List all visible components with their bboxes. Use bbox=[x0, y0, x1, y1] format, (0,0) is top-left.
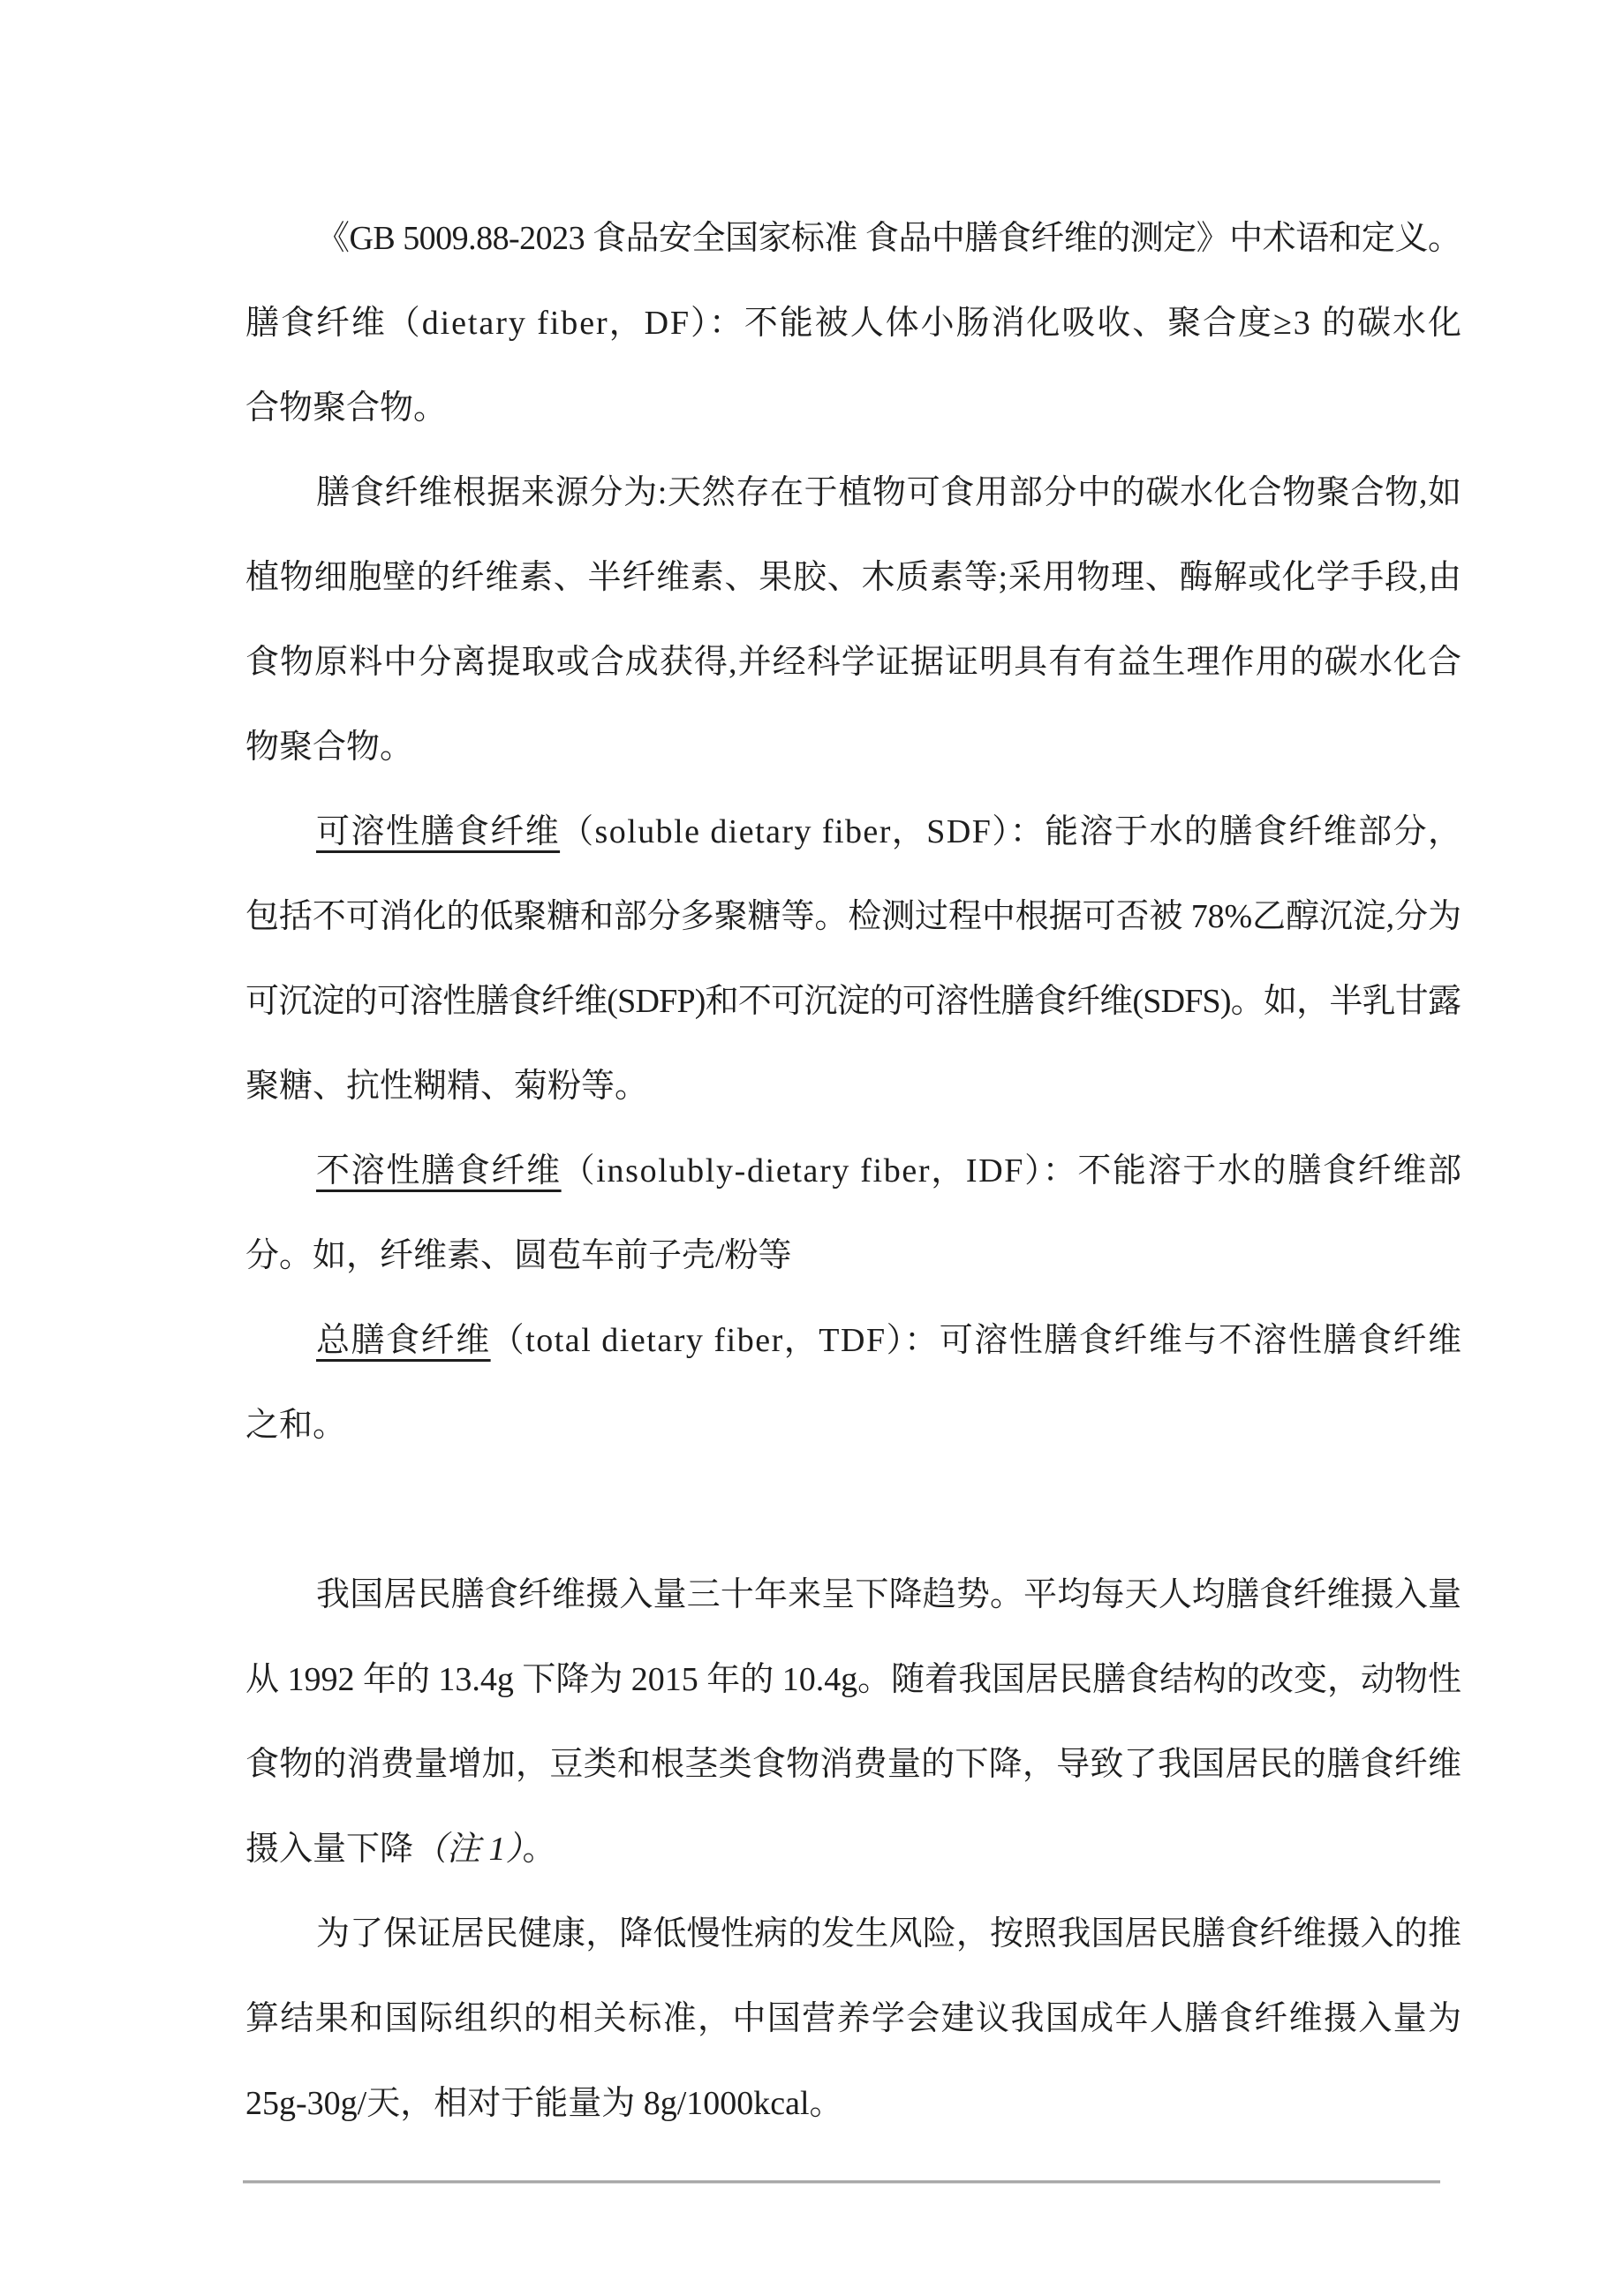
text-line bbox=[245, 2061, 1461, 2146]
text-line-content bbox=[316, 1322, 1463, 1359]
text-line bbox=[245, 1722, 1461, 1807]
text-run: 从 1992 年的 13.4g 下降为 2015 年的 10.4g。随着我国居民膳食结构的改变，动物性 bbox=[245, 1661, 1461, 1698]
text-run: 聚糖、抗性糊精、菊粉等。 bbox=[245, 1068, 649, 1105]
text-line-content bbox=[245, 1068, 648, 1105]
document-text-block bbox=[245, 196, 1461, 2146]
text-line bbox=[245, 1044, 1461, 1129]
text-run: 食物的消费量增加，豆类和根茎类食物消费量的下降，导致了我国居民的膳食纤维 bbox=[245, 1746, 1462, 1783]
text-line-content bbox=[316, 1576, 1461, 1613]
text-line bbox=[245, 1298, 1461, 1383]
text-line bbox=[245, 1129, 1461, 1213]
text-run: 25g-30g/天，相对于能量为 8g/1000kcal。 bbox=[245, 2085, 843, 2122]
text-run: 算结果和国际组织的相关标准，中国营养学会建议我国成年人膳食纤维摄入量为 bbox=[245, 2000, 1463, 2037]
text-run: 食物原料中分离提取或合成获得,并经科学证据证明具有有益生理作用的碳水化合 bbox=[245, 644, 1463, 681]
text-line-content bbox=[245, 2000, 1462, 2037]
text-line-content bbox=[245, 2085, 843, 2122]
text-run: 物聚合物。 bbox=[245, 729, 414, 766]
text-run: （total dietary fiber，TDF）：可溶性膳食纤维与不溶性膳食纤维 bbox=[490, 1322, 1463, 1359]
text-line bbox=[245, 535, 1461, 620]
text-line-content bbox=[316, 813, 1462, 850]
text-line-content bbox=[245, 644, 1462, 681]
text-line bbox=[245, 1637, 1461, 1722]
text-line-content bbox=[245, 1831, 556, 1868]
italic-note-ref: （注 1） bbox=[413, 1831, 523, 1868]
text-line bbox=[245, 450, 1461, 535]
text-line bbox=[245, 789, 1461, 874]
text-line bbox=[245, 620, 1461, 705]
text-line bbox=[245, 1213, 1461, 1298]
text-line-content bbox=[316, 220, 1461, 257]
text-run: 分。如，纤维素、圆苞车前子壳/粉等 bbox=[245, 1237, 792, 1274]
text-line bbox=[245, 1383, 1461, 1468]
text-line-content bbox=[316, 1915, 1461, 1952]
text-line bbox=[245, 1976, 1461, 2061]
underlined-term: 总膳食纤维 bbox=[316, 1322, 491, 1359]
text-run: 膳食纤维（dietary fiber，DF）：不能被人体小肠消化吸收、聚合度≥3 的碳水化 bbox=[245, 305, 1463, 342]
text-run: 包括不可消化的低聚糖和部分多聚糖等。检测过程中根据可否被 78%乙醇沉淀,分为 bbox=[245, 898, 1461, 935]
text-line-content bbox=[245, 1237, 792, 1274]
text-run: 之和。 bbox=[245, 1407, 347, 1444]
text-line bbox=[245, 1807, 1461, 1892]
text-run: 植物细胞壁的纤维素、半纤维素、果胶、木质素等;采用物理、酶解或化学手段,由 bbox=[245, 559, 1462, 596]
text-run: 我国居民膳食纤维摄入量三十年来呈下降趋势。平均每天人均膳食纤维摄入量 bbox=[316, 1576, 1462, 1613]
text-run: 。 bbox=[522, 1831, 556, 1868]
text-line bbox=[245, 705, 1461, 789]
text-line-content bbox=[245, 305, 1463, 342]
text-line bbox=[245, 366, 1461, 450]
underlined-term: 不溶性膳食纤维 bbox=[316, 1152, 562, 1190]
text-line-content bbox=[245, 1661, 1461, 1698]
text-line bbox=[245, 959, 1461, 1044]
text-line bbox=[245, 196, 1461, 281]
blank-line bbox=[245, 1468, 1461, 1552]
text-run: （soluble dietary fiber，SDF）：能溶于水的膳食纤维部分， bbox=[560, 813, 1463, 850]
text-run: 膳食纤维根据来源分为:天然存在于植物可食用部分中的碳水化合物聚合物,如 bbox=[316, 474, 1462, 511]
text-run: 合物聚合物。 bbox=[245, 389, 448, 427]
text-run: （insolubly-dietary fiber，IDF）：不能溶于水的膳食纤维部 bbox=[561, 1152, 1463, 1190]
text-run: 可沉淀的可溶性膳食纤维(SDFP)和不可沉淀的可溶性膳食纤维(SDFS)。如，半乳甘露 bbox=[245, 983, 1461, 1020]
text-line-content bbox=[245, 1407, 346, 1444]
text-run: 《GB 5009.88-2023 食品安全国家标准 食品中膳食纤维的测定》中术语和定义。 bbox=[316, 220, 1461, 257]
underlined-term: 可溶性膳食纤维 bbox=[316, 813, 561, 850]
text-line-content bbox=[245, 729, 413, 766]
text-line-content bbox=[245, 559, 1462, 596]
text-run: 为了保证居民健康，降低慢性病的发生风险，按照我国居民膳食纤维摄入的推 bbox=[316, 1915, 1462, 1952]
text-line-content bbox=[316, 474, 1462, 511]
footnote-separator-line bbox=[243, 2180, 1440, 2184]
text-line bbox=[245, 1892, 1461, 1976]
text-line-content bbox=[245, 983, 1461, 1020]
text-run: 摄入量下降 bbox=[245, 1831, 414, 1868]
text-line-content bbox=[316, 1152, 1463, 1190]
text-line-content bbox=[245, 1746, 1461, 1783]
text-line bbox=[245, 874, 1461, 959]
text-line-content bbox=[245, 898, 1461, 935]
text-line bbox=[245, 1552, 1461, 1637]
text-line-content bbox=[245, 389, 447, 427]
text-line bbox=[245, 281, 1461, 366]
